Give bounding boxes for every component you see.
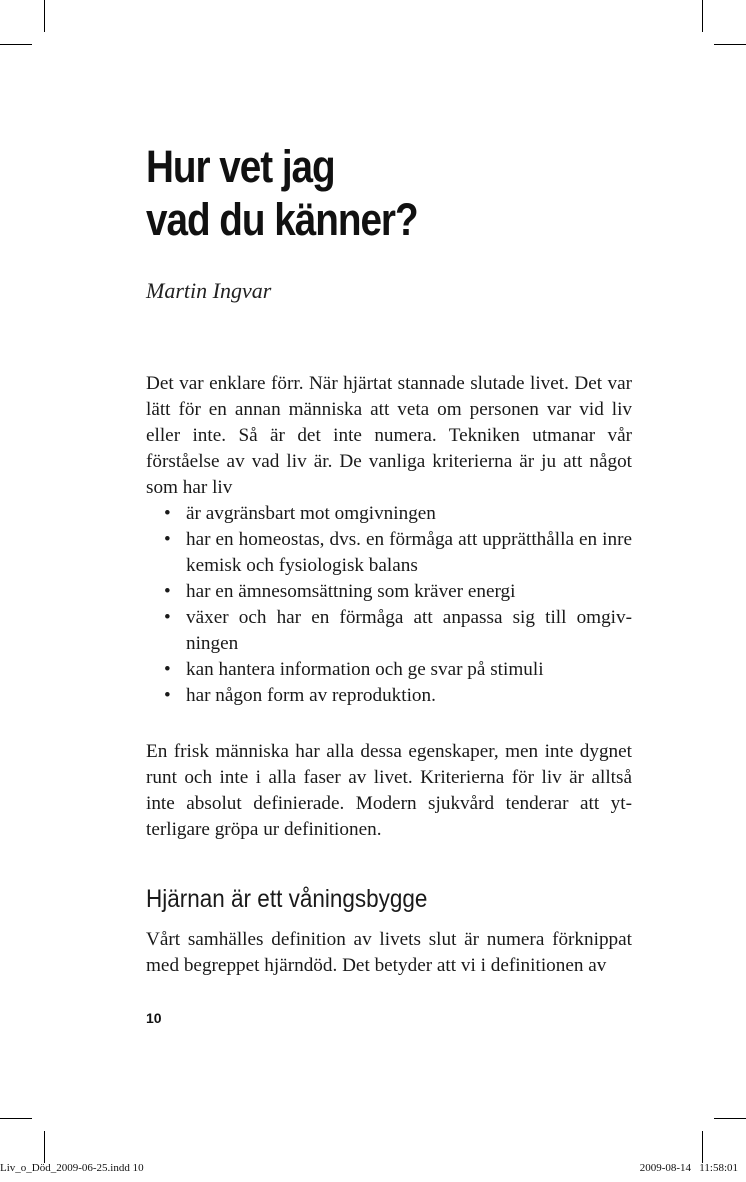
- slug-filename: Liv_o_Död_2009-06-25.indd 10: [0, 1162, 144, 1174]
- list-item: [146, 657, 632, 683]
- list-item-text: har en homeostas, dvs. en förmåga att upprätthålla en: [186, 529, 598, 550]
- text-line: inte absolut definierade. Modern sjukvård tenderar att yt-: [146, 793, 632, 814]
- list-item: [146, 683, 632, 709]
- crop-mark-top-right-h: [714, 44, 746, 45]
- bullet-icon: •: [164, 659, 171, 680]
- text-line: med begreppet hjärndöd. Det betyder att vi i definitionen av: [146, 955, 607, 976]
- page-number: 10: [146, 1010, 162, 1026]
- crop-mark-bottom-right-v: [702, 1131, 703, 1163]
- chapter-title-line-2: vad du känner?: [146, 194, 418, 245]
- body-paragraph: [146, 739, 632, 843]
- bullet-icon: •: [164, 607, 171, 628]
- bullet-icon: •: [164, 503, 171, 524]
- paragraph-2: [146, 739, 632, 843]
- list-item-text: har en ämnesomsättning som kräver energi: [186, 581, 516, 602]
- text-line: Det var enklare förr. När hjärtat stannade slutade livet. Det: [146, 373, 603, 394]
- criteria-list: [146, 501, 632, 709]
- list-item: [146, 501, 632, 527]
- crop-mark-top-left-h: [0, 44, 32, 45]
- list-item: [146, 579, 632, 605]
- crop-mark-top-right-v: [702, 0, 703, 32]
- chapter-author: Martin Ingvar: [146, 278, 272, 303]
- text-line: något som har liv: [146, 451, 633, 498]
- list-item-text: inre kemisk och fysiologisk balans: [186, 529, 633, 576]
- paragraph-3: [146, 927, 632, 979]
- list-item-text: ningen: [186, 633, 239, 654]
- list-item-text: har någon form av reproduktion.: [186, 685, 436, 706]
- bullet-icon: •: [164, 529, 171, 550]
- section-heading: Hjärnan är ett våningsbygge: [146, 885, 428, 913]
- crop-mark-bottom-left-v: [44, 1131, 45, 1163]
- list-item: [146, 527, 632, 579]
- intro-paragraph: [146, 371, 632, 501]
- text-line: En frisk människa har alla dessa egenskaper, men inte dygnet: [146, 741, 632, 762]
- bullet-icon: •: [164, 581, 171, 602]
- list-item-text: kan hantera information och ge svar på stimuli: [186, 659, 544, 680]
- crop-mark-bottom-left-h: [0, 1118, 32, 1119]
- text-line: vår förståelse av vad liv är. De vanliga kriterierna är ju att: [146, 425, 633, 472]
- crop-mark-top-left-v: [44, 0, 45, 32]
- intro-section: [146, 371, 632, 709]
- text-line: runt och inte i alla faser av livet. Kriterierna för liv är alltså: [146, 767, 632, 788]
- list-item-text: växer och har en förmåga att anpassa sig till omgiv-: [186, 607, 632, 628]
- slug-timestamp: 2009-08-14 11:58:01: [639, 1162, 738, 1174]
- body-paragraph: [146, 927, 632, 979]
- list-item-text: är avgränsbart mot omgivningen: [186, 503, 436, 524]
- bullet-icon: •: [164, 685, 171, 706]
- chapter-title: [146, 140, 593, 246]
- list-item: [146, 605, 632, 657]
- chapter-title-line-1: Hur vet jag: [146, 141, 335, 192]
- text-line: var lätt för en annan människa att veta om personen var: [146, 373, 633, 420]
- crop-mark-bottom-right-h: [714, 1118, 746, 1119]
- text-line: vid liv eller inte. Så är det inte numera. Tekniken utmanar: [146, 399, 633, 446]
- text-line: Vårt samhälles definition av livets slut är numera förknippat: [146, 929, 632, 950]
- text-line: terligare gröpa ur definitionen.: [146, 819, 382, 840]
